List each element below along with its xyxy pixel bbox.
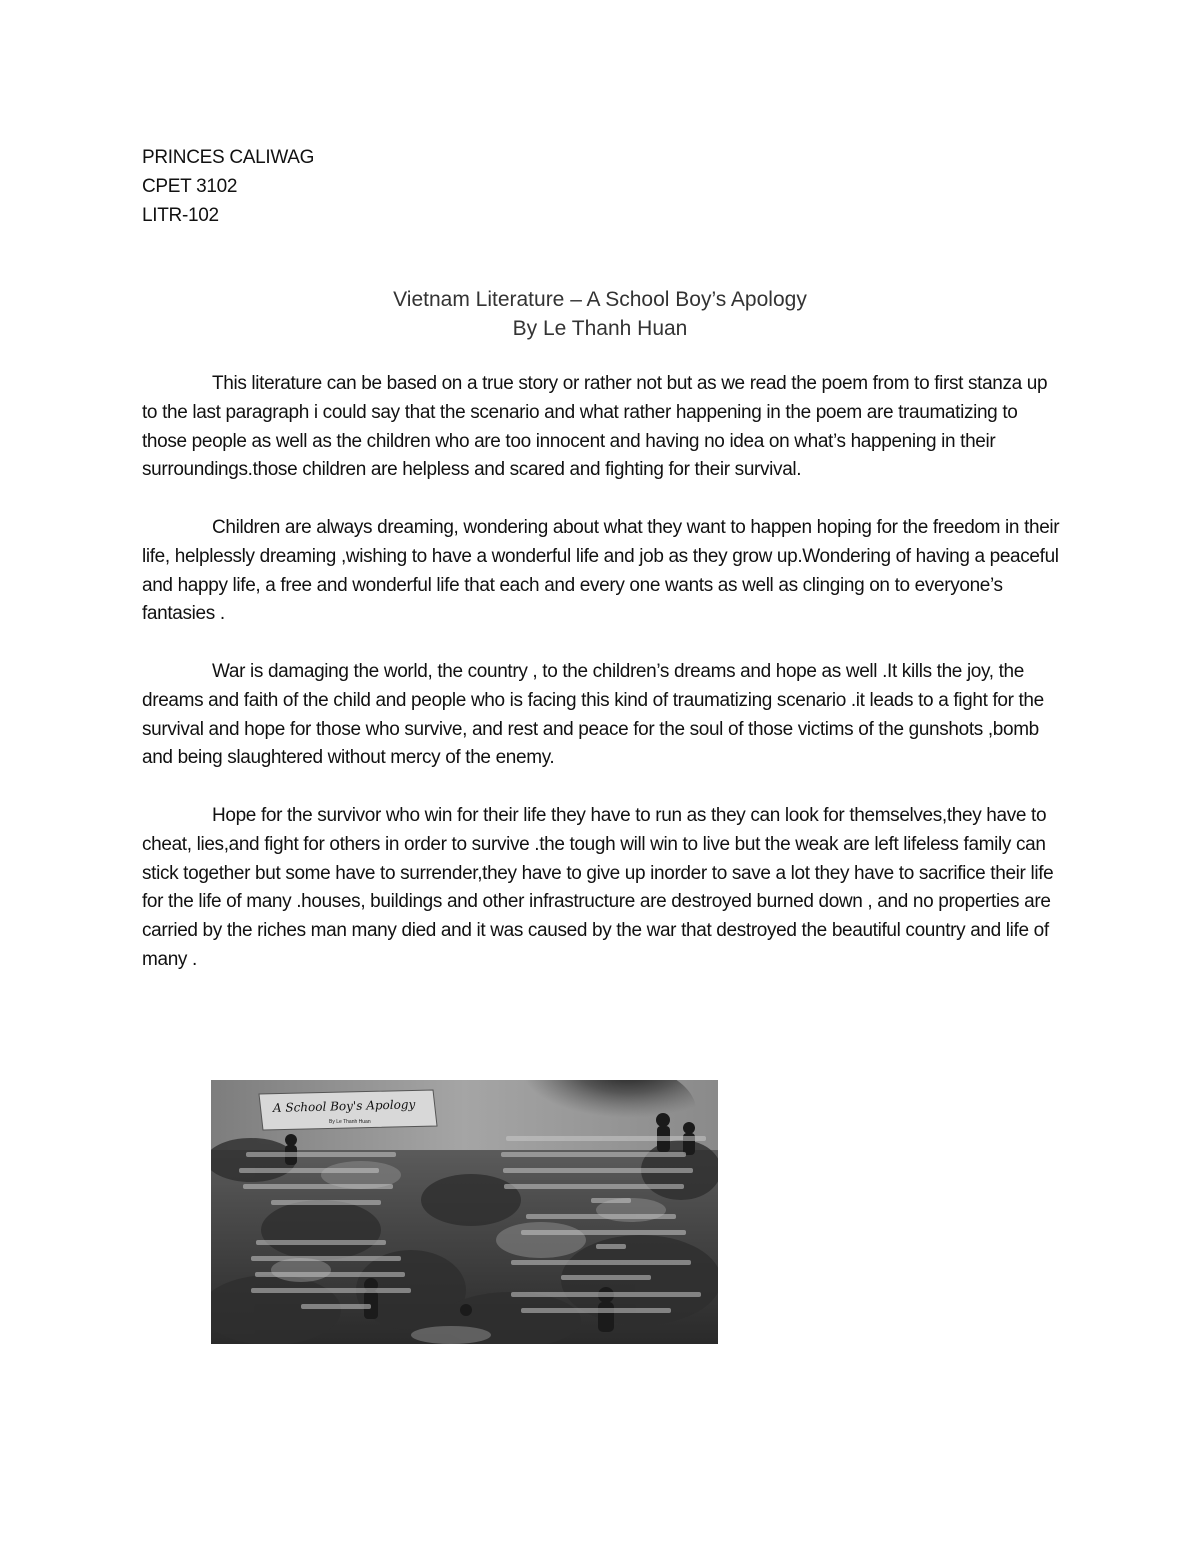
paragraph: Hope for the survivor who win for their life they have to run as they can look for themselves,they have to cheat, lies,and fight for others in order to survive .the tough will win to live but the weak are left lifeless family can stick together but some have to surrender,they have to give up inorder to save a lot they have to sacrifice their life for the life of many .houses, buildings and other infrastructure are destroyed burned down , and no properties are carried by the riches man many died and it was caused by the war that destroyed the beautiful country and life of many . xyxy=(142,804,1054,970)
photo-collage-graphic xyxy=(211,1080,718,1344)
essay-title xyxy=(142,285,1058,343)
poster-byline: By Le Thanh Huan xyxy=(329,1119,371,1125)
war-photo-collage xyxy=(211,1080,718,1344)
paragraph: This literature can be based on a true story or rather not but as we read the poem from to first stanza up to the last paragraph i could say that the scenario and what rather happening in the poem are traumatizing to those people as well as the children who are too innocent and having no idea on what’s happening in their surroundings.those children are helpless and scared and fighting for their survival. xyxy=(142,373,1048,481)
title-main: Vietnam Literature – A School Boy’s Apology xyxy=(393,288,807,311)
paragraph: Children are always dreaming, wondering about what they want to happen hoping for the freedom in their life, helplessly dreaming ,wishing to have a wonderful life and job as they grow up.Wondering of having a peaceful and happy life, a free and wonderful life that each and every one wants as well as clinging on to everyone’s fantasies . xyxy=(142,516,1060,625)
author-name: PRINCES CALIWAG xyxy=(142,147,315,168)
essay-body xyxy=(142,370,1062,1004)
title-byline: By Le Thanh Huan xyxy=(512,317,688,340)
author-header xyxy=(142,143,314,230)
course-code: LITR-102 xyxy=(142,205,219,226)
poster-title-card xyxy=(259,1090,437,1130)
paragraph: War is damaging the world, the country , to the children’s dreams and hope as well .It kills the joy, the dreams and faith of the child and people who is facing this kind of traumatizing scenario .it leads to a fight for the survival and hope for those who survive, and rest and peace for the soul of those victims of the gunshots ,bomb and being slaughtered without mercy of the enemy. xyxy=(142,660,1044,769)
section-code: CPET 3102 xyxy=(142,176,238,197)
poster-title: A School Boy's Apology xyxy=(272,1097,416,1115)
